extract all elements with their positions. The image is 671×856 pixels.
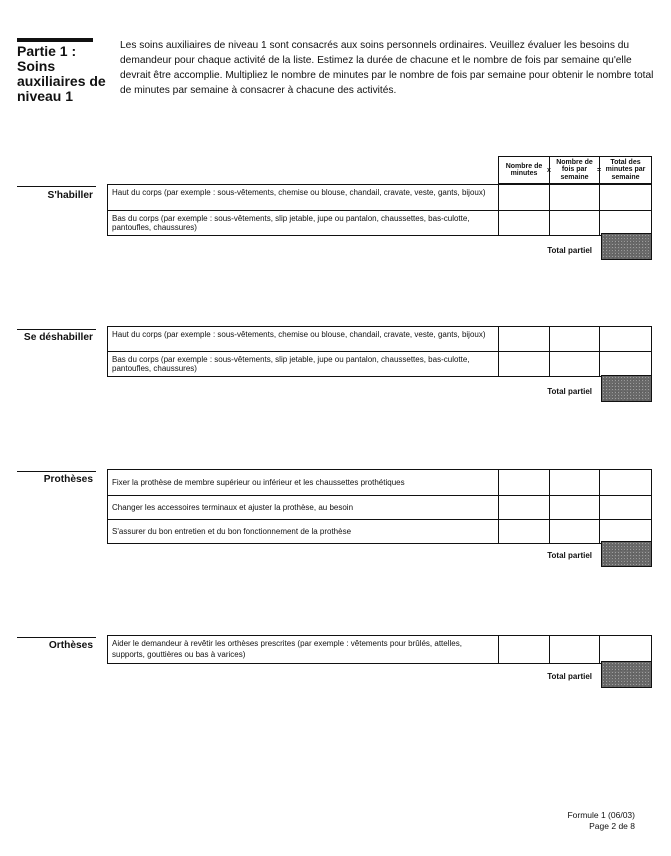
times-per-week-input-cell[interactable] xyxy=(550,352,600,376)
subtotal-label: Total partiel xyxy=(547,246,592,255)
times-per-week-input-cell[interactable] xyxy=(550,470,600,495)
subtotal-box[interactable] xyxy=(601,375,652,402)
section-rule-dressing xyxy=(17,186,96,187)
table-row xyxy=(108,470,651,495)
table-row xyxy=(108,519,651,543)
minutes-input-cell[interactable] xyxy=(499,211,550,235)
column-header-total-minutes: Total des minutes par semaine xyxy=(599,156,652,184)
page-footer xyxy=(567,810,635,832)
section-rule-prostheses xyxy=(17,471,96,472)
total-minutes-input-cell[interactable] xyxy=(600,185,651,210)
activity-description: Haut du corps (par exemple : sous-vêtements, chemise ou blouse, chandail, cravate, veste, gants, bijoux) xyxy=(108,185,499,210)
multiply-operator: x xyxy=(547,167,551,174)
section-label-dressing: S'habiller xyxy=(47,190,93,201)
times-per-week-input-cell[interactable] xyxy=(550,520,600,543)
total-minutes-input-cell[interactable] xyxy=(600,496,651,519)
subtotal-box[interactable] xyxy=(601,541,652,567)
total-minutes-input-cell[interactable] xyxy=(600,520,651,543)
table-row xyxy=(108,495,651,519)
activity-description: S'assurer du bon entretien et du bon fonctionnement de la prothèse xyxy=(108,520,499,543)
subtotal-label: Total partiel xyxy=(547,672,592,681)
column-header-minutes: Nombre de minutes xyxy=(498,156,550,184)
section-rule-orthoses xyxy=(17,637,96,638)
total-minutes-input-cell[interactable] xyxy=(600,327,651,351)
minutes-input-cell[interactable] xyxy=(499,352,550,376)
activity-table-dressing xyxy=(107,184,652,236)
minutes-input-cell[interactable] xyxy=(499,327,550,351)
section-label-undressing: Se déshabiller xyxy=(23,332,93,343)
total-minutes-input-cell[interactable] xyxy=(600,470,651,495)
activity-table-prostheses xyxy=(107,469,652,544)
activity-description: Changer les accessoires terminaux et ajuster la prothèse, au besoin xyxy=(108,496,499,519)
activity-description: Fixer la prothèse de membre supérieur ou inférieur et les chaussettes prothétiques xyxy=(108,470,499,495)
total-minutes-input-cell[interactable] xyxy=(600,211,651,235)
section-label-prostheses: Prothèses xyxy=(43,474,93,485)
table-row xyxy=(108,210,651,235)
table-row xyxy=(108,327,651,351)
subtotal-box[interactable] xyxy=(601,233,652,260)
activity-table-undressing xyxy=(107,326,652,377)
minutes-input-cell[interactable] xyxy=(499,185,550,210)
page-number: Page 2 de 8 xyxy=(589,821,635,831)
minutes-input-cell[interactable] xyxy=(499,520,550,543)
part-title: Partie 1 : Soins auxiliaires de niveau 1 xyxy=(17,43,106,104)
activity-description: Haut du corps (par exemple : sous-vêtements, chemise ou blouse, chandail, cravate, veste, gants, bijoux) xyxy=(108,327,499,351)
subtotal-label: Total partiel xyxy=(547,551,592,560)
times-per-week-input-cell[interactable] xyxy=(550,636,600,663)
equals-operator: = xyxy=(597,167,602,174)
activity-table-orthoses xyxy=(107,635,652,664)
minutes-input-cell[interactable] xyxy=(499,636,550,663)
total-minutes-input-cell[interactable] xyxy=(600,636,651,663)
subtotal-label: Total partiel xyxy=(547,387,592,396)
activity-description: Aider le demandeur à revêtir les orthèses prescrites (par exemple : vêtements pour brûlés, attelles, supports, gouttières ou bas à varices) xyxy=(108,636,499,663)
minutes-input-cell[interactable] xyxy=(499,470,550,495)
form-number: Formule 1 (06/03) xyxy=(567,810,635,820)
minutes-input-cell[interactable] xyxy=(499,496,550,519)
subtotal-box[interactable] xyxy=(601,661,652,688)
table-row xyxy=(108,351,651,376)
part-intro: Les soins auxiliaires de niveau 1 sont consacrés aux soins personnels ordinaires. Veuillez évaluer les besoins du demandeur pour chaque activité de la liste. Estimez la durée de chacune et le nombre de fois par semaine qu'elle devrait être accomplie. Multipliez le nombre de minutes par le nombre de fois par semaine pour obtenir le nombre total de minutes par semaine à consacrer à chacune des activités. xyxy=(120,40,654,96)
table-row xyxy=(108,636,651,663)
part-title-rule xyxy=(17,38,93,42)
section-label-orthoses: Orthèses xyxy=(48,640,93,651)
table-row xyxy=(108,185,651,210)
times-per-week-input-cell[interactable] xyxy=(550,327,600,351)
column-header-times-per-week: Nombre de fois par semaine xyxy=(549,156,600,184)
activity-description: Bas du corps (par exemple : sous-vêtements, slip jetable, jupe ou pantalon, chaussettes, bas-culotte, pantoufles, chaussures) xyxy=(108,211,499,235)
total-minutes-input-cell[interactable] xyxy=(600,352,651,376)
times-per-week-input-cell[interactable] xyxy=(550,185,600,210)
section-rule-undressing xyxy=(17,329,96,330)
activity-description: Bas du corps (par exemple : sous-vêtements, slip jetable, jupe ou pantalon, chaussettes, bas-culotte, pantoufles, chaussures) xyxy=(108,352,499,376)
times-per-week-input-cell[interactable] xyxy=(550,496,600,519)
times-per-week-input-cell[interactable] xyxy=(550,211,600,235)
